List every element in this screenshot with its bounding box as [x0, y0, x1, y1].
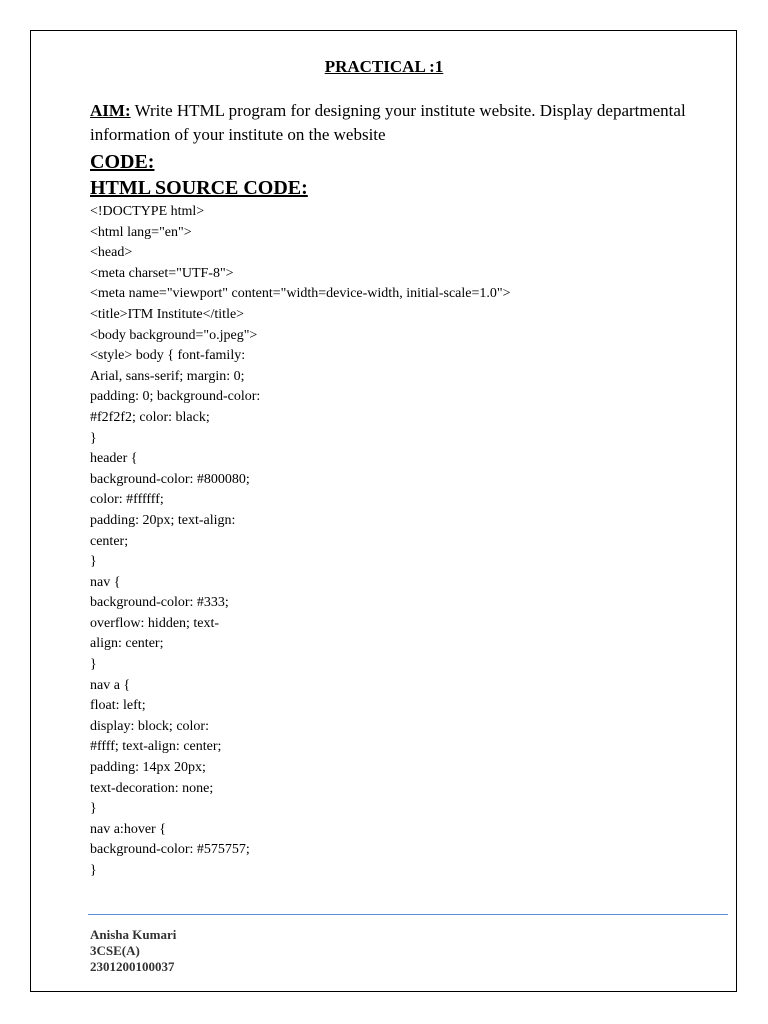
footer-divider	[88, 914, 728, 915]
aim-paragraph	[90, 99, 725, 147]
code-line: background-color: #575757;	[90, 842, 250, 858]
author-class: 3CSE(A)	[90, 943, 140, 958]
aim-label: AIM:	[90, 101, 131, 120]
code-line: background-color: #333;	[90, 595, 229, 611]
code-line: <head>	[90, 245, 133, 261]
code-heading: CODE:	[90, 151, 155, 173]
code-line: nav {	[90, 574, 121, 590]
code-line: <html lang="en">	[90, 224, 192, 240]
source-code-heading: HTML SOURCE CODE:	[90, 177, 308, 199]
code-line: <body background="o.jpeg">	[90, 327, 258, 343]
code-line: <meta name="viewport" content="width=device-width, initial-scale=1.0">	[90, 286, 511, 302]
page-title: PRACTICAL :1	[324, 57, 444, 76]
footer	[90, 927, 176, 975]
code-line: background-color: #800080;	[90, 471, 250, 487]
code-line: <!DOCTYPE html>	[90, 204, 205, 219]
code-line: Arial, sans-serif; margin: 0;	[90, 368, 245, 384]
code-line: }	[90, 554, 97, 570]
code-line: <meta charset="UTF-8">	[90, 265, 234, 281]
code-line: }	[90, 863, 97, 878]
code-line: #f2f2f2; color: black;	[90, 409, 210, 425]
code-line: text-decoration: none;	[90, 780, 214, 796]
code-line: color: #ffffff;	[90, 492, 164, 508]
code-line: display: block; color:	[90, 718, 209, 734]
code-line: #ffff; text-align: center;	[90, 739, 222, 755]
code-line: header {	[90, 451, 138, 467]
code-line: nav a:hover {	[90, 821, 166, 837]
code-line: padding: 20px; text-align:	[90, 512, 236, 528]
code-line: }	[90, 801, 97, 817]
code-line: }	[90, 430, 97, 446]
code-line: <style> body { font-family:	[90, 348, 246, 364]
aim-text: Write HTML program for designing your institute website. Display departmental information of your institute on the website	[90, 101, 686, 144]
code-line: overflow: hidden; text-	[90, 615, 220, 631]
code-line: padding: 14px 20px;	[90, 760, 206, 776]
code-line: nav a {	[90, 677, 131, 693]
code-line: float: left;	[90, 698, 146, 714]
code-line: <title>ITM Institute</title>	[90, 306, 245, 322]
author-enrollment: 2301200100037	[90, 959, 175, 974]
code-block	[90, 202, 730, 882]
code-line: padding: 0; background-color:	[90, 389, 261, 405]
code-line: }	[90, 657, 97, 673]
author-name: Anisha Kumari	[90, 927, 177, 942]
code-line: align: center;	[90, 636, 164, 652]
code-line: center;	[90, 533, 129, 549]
